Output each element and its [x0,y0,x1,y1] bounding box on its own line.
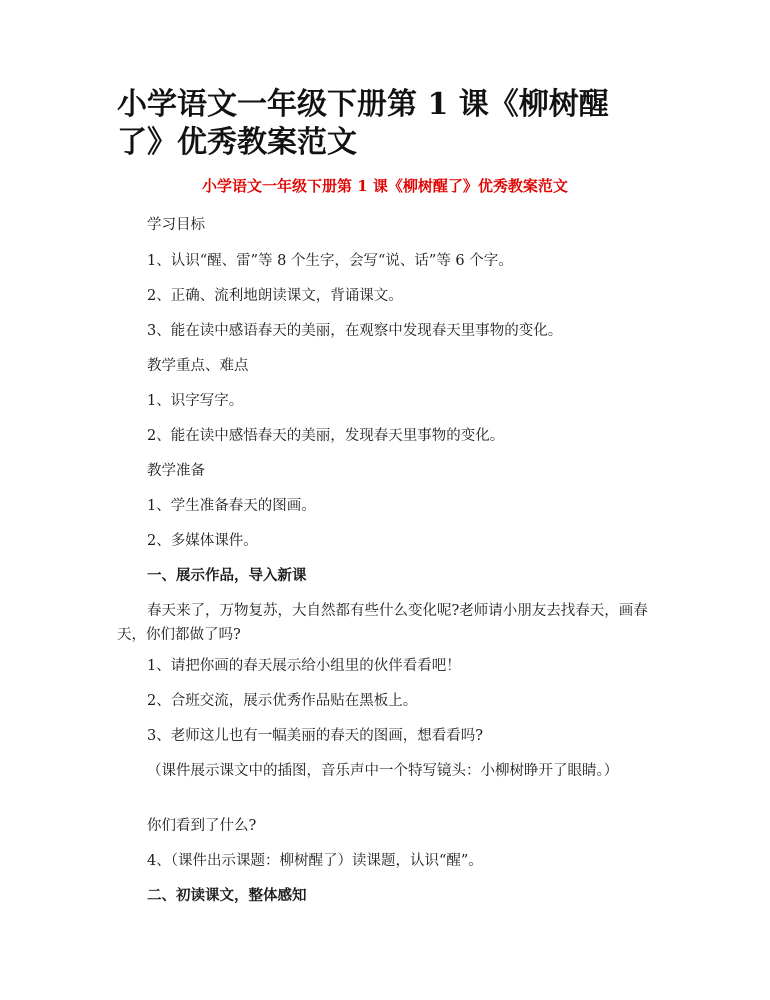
section-heading-2: 二、初读课文，整体感知 [147,887,307,904]
preparation-item-2: 2、多媒体课件。 [147,533,258,549]
document-title: 小学语文一年级下册第 1 课《柳树醒了》优秀教案范文 [117,87,609,160]
courseware-paragraph: （课件展示课文中的插图，音乐声中一个特写镜头：小柳树睁开了眼睛。） [147,763,619,779]
key-point-2: 2、能在读中感悟春天的美丽，发现春天里事物的变化。 [147,428,505,444]
intro-paragraph: 春天来了，万物复苏，大自然都有些什么变化呢?老师请小朋友去找春天，画春天，你们都做了吗? [117,603,648,643]
step-item-1: 1、请把你画的春天展示给小组里的伙伴看看吧！ [147,658,461,674]
document-subtitle: 小学语文一年级下册第 1 课《柳树醒了》优秀教案范文 [202,177,568,195]
goal-item-3: 3、能在读中感语春天的美丽，在观察中发现春天里事物的变化。 [147,323,563,339]
step-item-3: 3、老师这儿也有一幅美丽的春天的图画，想看看吗? [147,728,483,744]
preparation-heading: 教学准备 [147,463,205,479]
goal-item-1: 1、认识“醒、雷”等 8 个生字，会写“说、话”等 6 个字。 [147,253,513,269]
question-line: 你们看到了什么? [147,818,257,834]
preparation-item-1: 1、学生准备春天的图画。 [147,498,316,514]
key-points-heading: 教学重点、难点 [147,358,249,374]
step-item-4: 4、（课件出示课题：柳树醒了）读课题，认识“醒”。 [147,853,483,869]
step-item-2: 2、合班交流，展示优秀作品贴在黑板上。 [147,693,418,709]
key-point-1: 1、识字写字。 [147,393,244,409]
goal-item-2: 2、正确、流利地朗读课文，背诵课文。 [147,288,403,304]
section-heading-1: 一、展示作品，导入新课 [147,567,307,584]
goals-heading: 学习目标 [147,217,205,233]
